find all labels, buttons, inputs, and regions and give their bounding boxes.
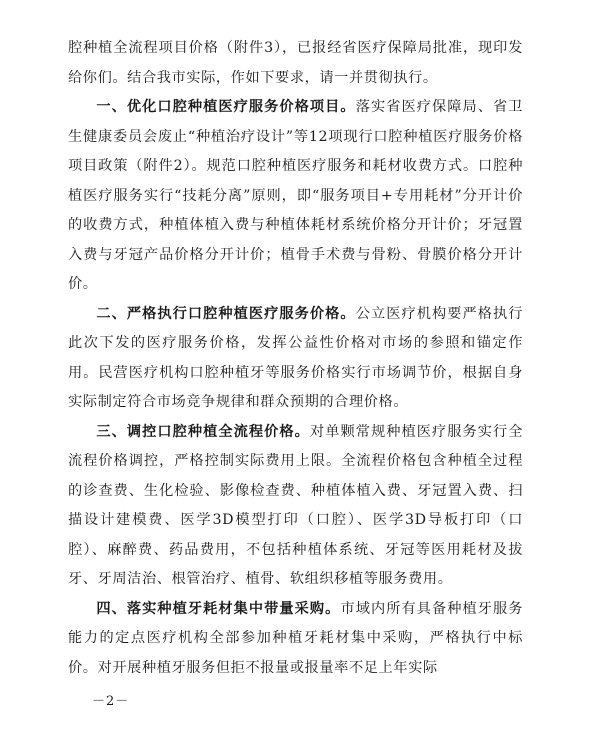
section-3-heading: 三、调控口腔种植全流程价格。	[96, 423, 310, 440]
section-4-heading: 四、落实种植牙耗材集中带量采购。	[96, 600, 341, 617]
section-1-heading: 一、优化口腔种植医疗服务价格项目。	[96, 99, 356, 115]
page-number: －2－	[92, 694, 130, 709]
section-1-text: 落实省医疗保障局、省卫生健康委员会废止“种植治疗设计”等12项现行口腔种植医疗服务价格项目政策（附件2）。规范口腔种植医疗服务和耗材收费方式。口腔种植医疗服务实行“技耗分离”原则，即“服务项目+专用耗材”分开计价的收费方式，种植体植入费与种植体耗材系统价格分开计价；牙冠置入费与牙冠产品价格分开计价；植骨手术费与骨粉、骨膜价格分开计价。	[68, 99, 523, 292]
section-4-paragraph	[68, 595, 523, 684]
section-3-text: 对单颗常规种植医疗服务实行全流程价格调控，严格控制实际费用上限。全流程价格包含种植全过程的诊查费、生化检验、影像检查费、种植体植入费、牙冠置入费、扫描设计建模费、医学3D模型打印（口腔）、医学3D导板打印（口腔）、麻醉费、药品费用，不包括种植体系统、牙冠等医用耗材及拔牙、牙周洁治、根管治疗、植骨、软组织移植等服务费用。	[68, 423, 524, 587]
intro-paragraph	[68, 34, 523, 93]
section-4-text: 市域内所有具备种植牙服务能力的定点医疗机构全部参加种植牙耗材集中采购，严格执行中标价。对开展种植牙服务但拒不报量或报量率不足上年实际	[68, 600, 524, 676]
section-2-text: 公立医疗机构要严格执行此次下发的医疗服务价格，发挥公益性价格对市场的参照和锚定作用。民营医疗机构口腔种植牙等服务价格实行市场调节价，根据自身实际制定符合市场竞争规律和群众预期的合理价格。	[68, 305, 523, 410]
section-3-paragraph	[68, 418, 523, 595]
section-2-paragraph	[68, 300, 523, 418]
section-2-heading: 二、严格执行口腔种植医疗服务价格。	[96, 305, 356, 322]
section-1-paragraph	[68, 93, 523, 300]
paragraph-text: 腔种植全流程项目价格（附件3），已报经省医疗保障局批准，现印发给你们。结合我市实际，作如下要求，请一并贯彻执行。	[68, 40, 523, 86]
document-body	[68, 34, 523, 683]
